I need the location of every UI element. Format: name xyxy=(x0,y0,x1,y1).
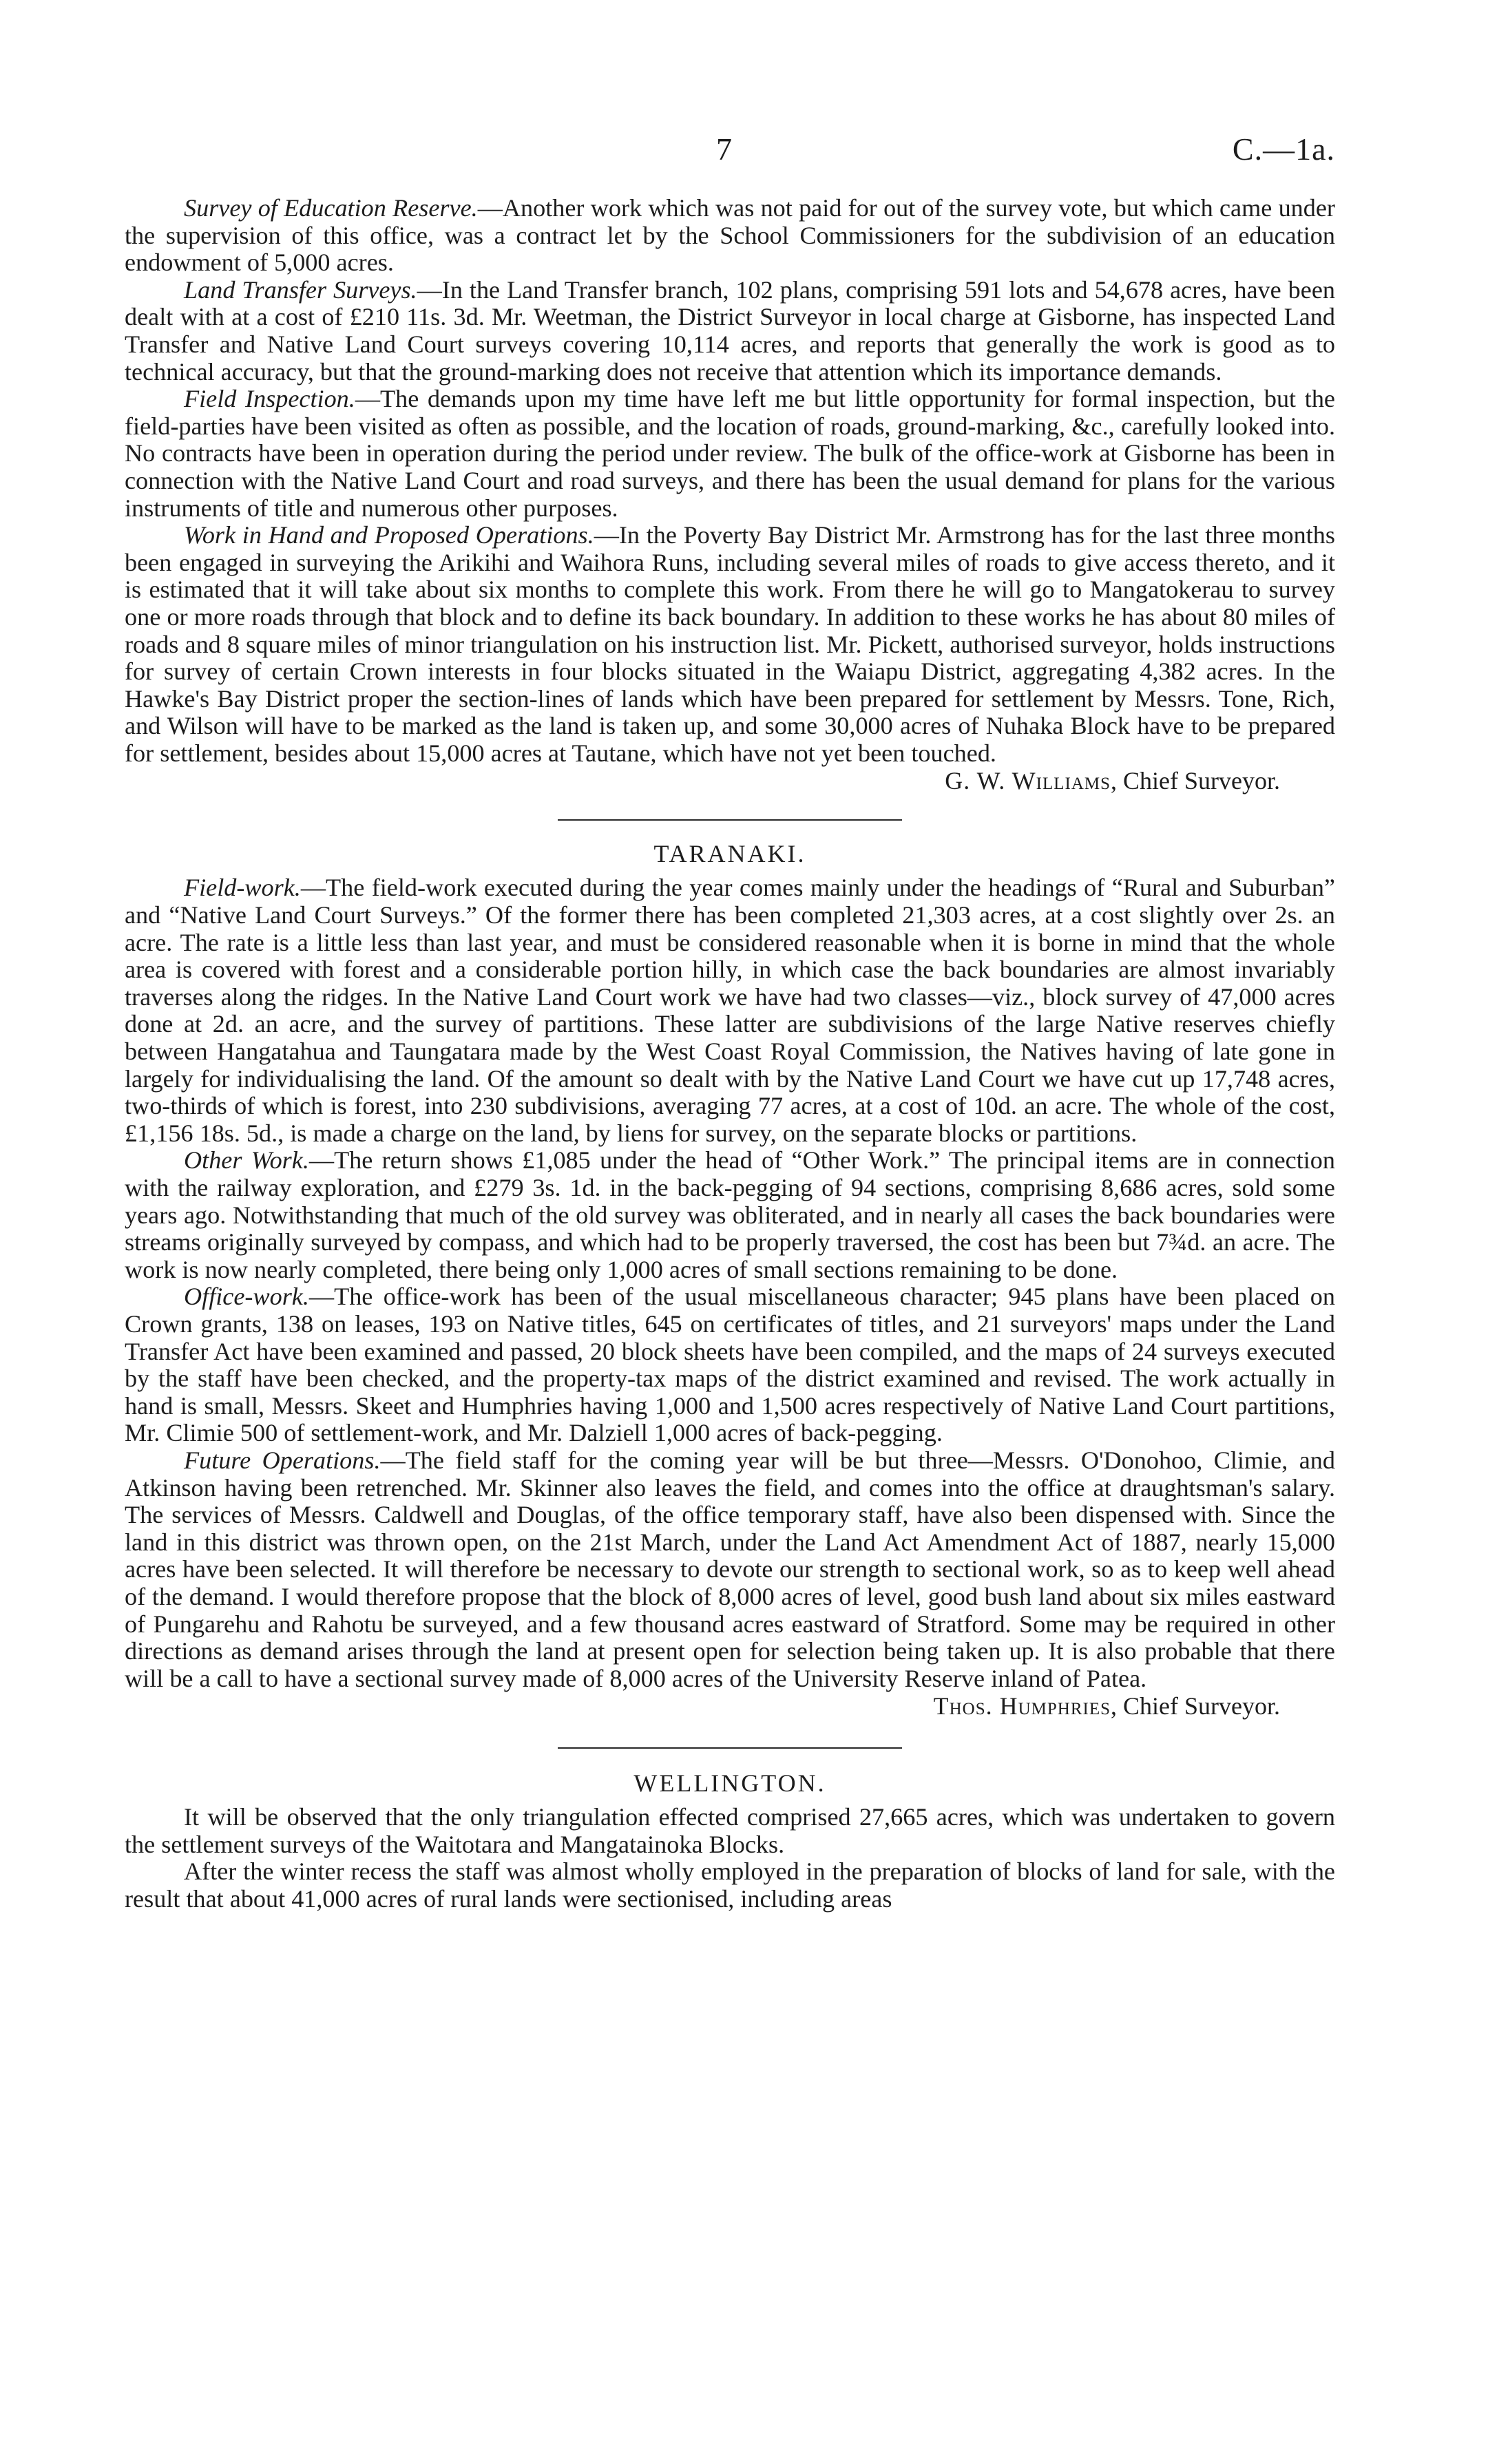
paragraph-future-operations xyxy=(125,1447,1335,1692)
paragraph-text: —The demands upon my time have left me but little opportunity for formal inspection, but the field-parties have been visited as often as possible, and the location of roads, ground-marking, &c., carefully looked into. No contracts have been in operation during the period under review. The bulk of the office-work at Gisborne has been in connection with the Native Land Court and road surveys, and there has been the usual demand for plans for the various instruments of title and numerous other purposes. xyxy=(125,385,1335,522)
section-divider xyxy=(558,1747,902,1749)
paragraph-lead: Field Inspection. xyxy=(184,385,355,413)
body-text xyxy=(125,195,1335,1913)
paragraph-lead: Survey of Education Reserve. xyxy=(184,194,478,222)
paragraph-work-in-hand xyxy=(125,522,1335,767)
paragraph-text: —The return shows £1,085 under the head of “Other Work.” The principal items are in connection with the railway exploration, and £279 3s. 1d. in the back-pegging of 94 sections, comprising 8,686 acres, sold some years ago. Notwithstanding that much of the old survey was obliterated, and in nearly all cases the back boundaries were streams originally surveyed by compass, and which had to be properly traversed, the cost has been but 7¾d. an acre. The work is now nearly completed, there being only 1,000 acres of small sections remaining to be done. xyxy=(125,1146,1335,1283)
paragraph-text: —The field staff for the coming year will be but three—Messrs. O'Donohoo, Climie, and Atkinson having been retrenched. Mr. Skinner also leaves the field, and comes into the office at draughtsman's salary. The services of Messrs. Caldwell and Douglas, of the office temporary staff, have also been dispensed with. Since the land in this district was thrown open, on the 21st March, under the Land Act Amendment Act of 1887, nearly 15,000 acres have been selected. It will therefore be necessary to devote our strength to sectional work, so as to keep well ahead of the demand. I would therefore propose that the block of 8,000 acres of level, good bush land about six miles eastward of Pungarehu and Rahotu be surveyed, and a few thousand acres eastward of Stratford. Some may be required in other directions as demand arises through the land at present open for selection being taken up. It is also probable that there will be a call to have a sectional survey made of 8,000 acres of the University Reserve inland of Patea. xyxy=(125,1446,1335,1692)
paragraph-office-work xyxy=(125,1283,1335,1447)
paragraph-lead: Field-work. xyxy=(184,874,301,902)
paragraph-lead: Future Operations. xyxy=(184,1446,381,1474)
signature-title: , Chief Surveyor. xyxy=(1111,1692,1280,1720)
page-header xyxy=(0,131,1488,172)
paragraph-lead: Work in Hand and Proposed Operations. xyxy=(184,521,594,549)
paragraph-text: —The office-work has been of the usual miscellaneous character; 945 plans have been placed on Crown grants, 138 on leases, 193 on Native titles, 645 on certificates of titles, and 21 surveyors' maps under the Land Transfer Act have been examined and passed, 20 block sheets have been compiled, and the maps of 24 surveys executed by the staff have been checked, and the property-tax maps of the district examined and revised. The work actually in hand is small, Messrs. Skeet and Humphries having 1,000 and 1,500 acres respectively of Native Land Court partitions, Mr. Climie 500 of settlement-work, and Mr. Dalziell 1,000 acres of back-pegging. xyxy=(125,1283,1335,1447)
signature-williams xyxy=(125,767,1335,794)
paragraph-education-reserve xyxy=(125,195,1335,277)
page-number: 7 xyxy=(716,131,732,167)
document-reference: C.—1a. xyxy=(1232,131,1335,167)
signature-name: Thos. Humphries xyxy=(933,1692,1111,1720)
section-heading-wellington: WELLINGTON. xyxy=(633,1769,826,1798)
paragraph-lead: Other Work. xyxy=(184,1146,309,1175)
paragraph-text: —Another work which was not paid for out of the survey vote, but which came under the supervision of this office, was a contract let by the School Commissioners for the subdivision of an education endowment of 5,000 acres. xyxy=(125,194,1335,277)
signature-title: , Chief Surveyor. xyxy=(1111,767,1280,795)
paragraph-winter-recess: After the winter recess the staff was almost wholly employed in the preparation of blocks of land for sale, with the result that about 41,000 acres of rural lands were sectionised, including areas xyxy=(125,1857,1335,1913)
paragraph-field-work xyxy=(125,874,1335,1147)
paragraph-land-transfer xyxy=(125,277,1335,386)
paragraph-other-work xyxy=(125,1147,1335,1283)
paragraph-text: —In the Poverty Bay District Mr. Armstrong has for the last three months been engaged in surveying the Arikihi and Waihora Runs, including several miles of roads to give access thereto, and it is estimated that it will take about six months to complete this work. From there he will go to Mangatokerau to survey one or more roads through that block and to define its back boundary. In addition to these works he has about 80 miles of roads and 8 square miles of minor triangulation on his instruction list. Mr. Pickett, authorised surveyor, holds instructions for survey of certain Crown interests in four blocks situated in the Waiapu District, aggregating 4,382 acres. In the Hawke's Bay District proper the section-lines of lands which have been prepared for settlement by Messrs. Tone, Rich, and Wilson will have to be marked as the land is taken up, and some 30,000 acres of Nuhaka Block have to be prepared for settlement, besides about 15,000 acres at Tautane, which have not yet been touched. xyxy=(125,521,1335,767)
paragraph-lead: Office-work. xyxy=(184,1283,309,1311)
paragraph-triangulation: It will be observed that the only triangulation effected comprised 27,665 acres, which was undertaken to govern the settlement surveys of the Waitotara and Mangatainoka Blocks. xyxy=(125,1803,1335,1858)
paragraph-text: —In the Land Transfer branch, 102 plans, comprising 591 lots and 54,678 acres, have been dealt with at a cost of £210 11s. 3d. Mr. Weetman, the District Surveyor in local charge at Gisborne, has inspected Land Transfer and Native Land Court surveys covering 10,114 acres, and reports that generally the work is good as to technical accuracy, but that the ground-marking does not receive that attention which its importance demands. xyxy=(125,275,1335,386)
signature-humphries xyxy=(125,1692,1335,1720)
signature-name: G. W. Williams xyxy=(945,767,1111,795)
paragraph-text: —The field-work executed during the year comes mainly under the headings of “Rural and Suburban” and “Native Land Court Surveys.” Of the former there has been completed 21,303 acres, at a cost slightly over 2s. an acre. The rate is a little less than last year, and must be considered reasonable when it is borne in mind that the whole area is covered with forest and a considerable portion hilly, in which case the back boundaries are almost invariably traverses along the ridges. In the Native Land Court work we have had two classes—viz., block survey of 47,000 acres done at 2d. an acre, and the survey of partitions. These latter are subdivisions of the large Native reserves chiefly between Hangatahua and Taungatara made by the West Coast Royal Commission, the Natives having of late gone in largely for individualising the land. Of the amount so dealt with by the Native Land Court we have cut up 17,748 acres, two-thirds of which is forest, into 230 subdivisions, averaging 77 acres, at a cost of 10d. an acre. The whole of the cost, £1,156 18s. 5d., is made a charge on the land, by liens for survey, on the separate blocks or partitions. xyxy=(125,874,1335,1147)
paragraph-field-inspection xyxy=(125,386,1335,522)
paragraph-lead: Land Transfer Surveys. xyxy=(184,275,417,304)
section-divider xyxy=(558,819,902,821)
section-heading-taranaki: TARANAKI. xyxy=(653,840,806,868)
